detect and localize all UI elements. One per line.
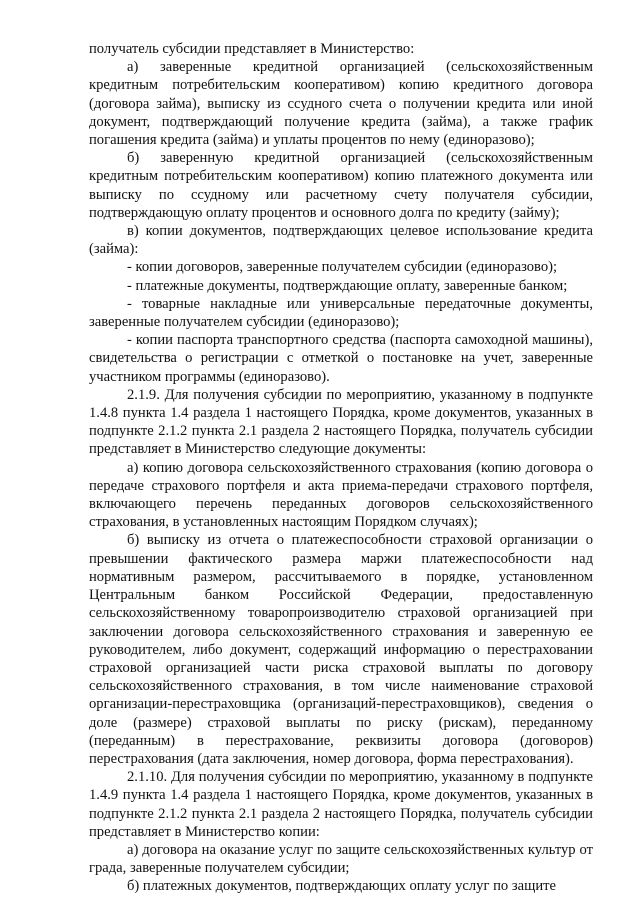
paragraph-bullet-payment-docs: - платежные документы, подтверждающие оплату, заверенные банком; — [127, 277, 568, 294]
paragraph-2-1-9-item-a: а) копию договора сельскохозяйственного страхования (копию договора о передаче страхового портфеля и акта приема-передачи страхового портфеля, включающего перечень переданных договоров сельскохозяйственного страхования, в установленных настоящим Порядком случаях); — [89, 459, 593, 531]
paragraph-intro: получатель субсидии представляет в Министерство: — [89, 41, 415, 57]
paragraph-2-1-10: 2.1.10. Для получения субсидии по мероприятию, указанному в подпункте 1.4.9 пункта 1.4 раздела 1 настоящего Порядка, кроме документов, указанных в подпункте 2.1.2 пункта 2.1 раздела 2 настоящего Порядка, получатель субсидии представляет в Министерство копии: — [89, 769, 593, 840]
paragraph-2-1-9-item-b: б) выписку из отчета о платежеспособности страховой организации о превышении фактического размера маржи платежеспособности над нормативным размером, рассчитываемого в порядке, установленном Центральным банком Российской Федерации, предоставленную сельскохозяйственному товаропроизводителю страховой организацией при заключении договора сельскохозяйственного страхования и заверенную ее руководителем, либо документ, содержащий информацию о перестраховании страховой организацией части риска страховой выплаты по договору сельскохозяйственного страхования, в том числе наименование страховой организации-перестраховщика (организаций-перестраховщиков), сведения о доле (размере) страховой выплаты по риску (рискам), переданному (переданным) в перестрахование, реквизиты договора (договоров) перестрахования (дата заключения, номер договора, форма перестрахования). — [89, 532, 593, 767]
paragraph-2-1-9: 2.1.9. Для получения субсидии по мероприятию, указанному в подпункте 1.4.8 пункта 1.4 раздела 1 настоящего Порядка, кроме документов, указанных в подпункте 2.1.2 пункта 2.1 раздела 2 настоящего Порядка, получатель субсидии представляет в Министерство следующие документы: — [89, 386, 593, 458]
paragraph-2-1-10-item-b: б) платежных документов, подтверждающих оплату услуг по защите — [127, 878, 556, 895]
paragraph-bullet-vehicle-passport: - копии паспорта транспортного средства (паспорта самоходной машины), свидетельства о регистрации с отметкой о постановке на учет, заверенные участником программы (единоразово). — [89, 332, 593, 385]
paragraph-item-a-credit-contract: а) заверенные кредитной организацией (сельскохозяйственным кредитным потребительским кооперативом) копию кредитного договора (договора займа), выписку из ссудного счета о получении кредита или иной документ, подтверждающий получение кредита (займа), а также график погашения кредита (займа) и уплаты процентов по нему (единоразово); — [89, 59, 593, 149]
paragraph-item-v-target-use: в) копии документов, подтверждающих целевое использование кредита (займа): — [89, 223, 593, 258]
paragraph-bullet-contracts: - копии договоров, заверенные получателем субсидии (единоразово); — [127, 259, 558, 276]
paragraph-item-b-payment-document: б) заверенную кредитной организацией (сельскохозяйственным кредитным потребительским кооперативом) копию платежного документа или выписку по ссудному или расчетному счету получателя субсидии, подтверждающую оплату процентов и основного долга по кредиту (займу); — [89, 150, 593, 221]
document-page — [89, 40, 593, 896]
paragraph-bullet-invoices: - товарные накладные или универсальные передаточные документы, заверенные получателем субсидии (единоразово); — [89, 295, 593, 331]
paragraph-2-1-10-item-a: а) договора на оказание услуг по защите сельскохозяйственных культур от града, заверенные получателем субсидии; — [89, 841, 593, 877]
